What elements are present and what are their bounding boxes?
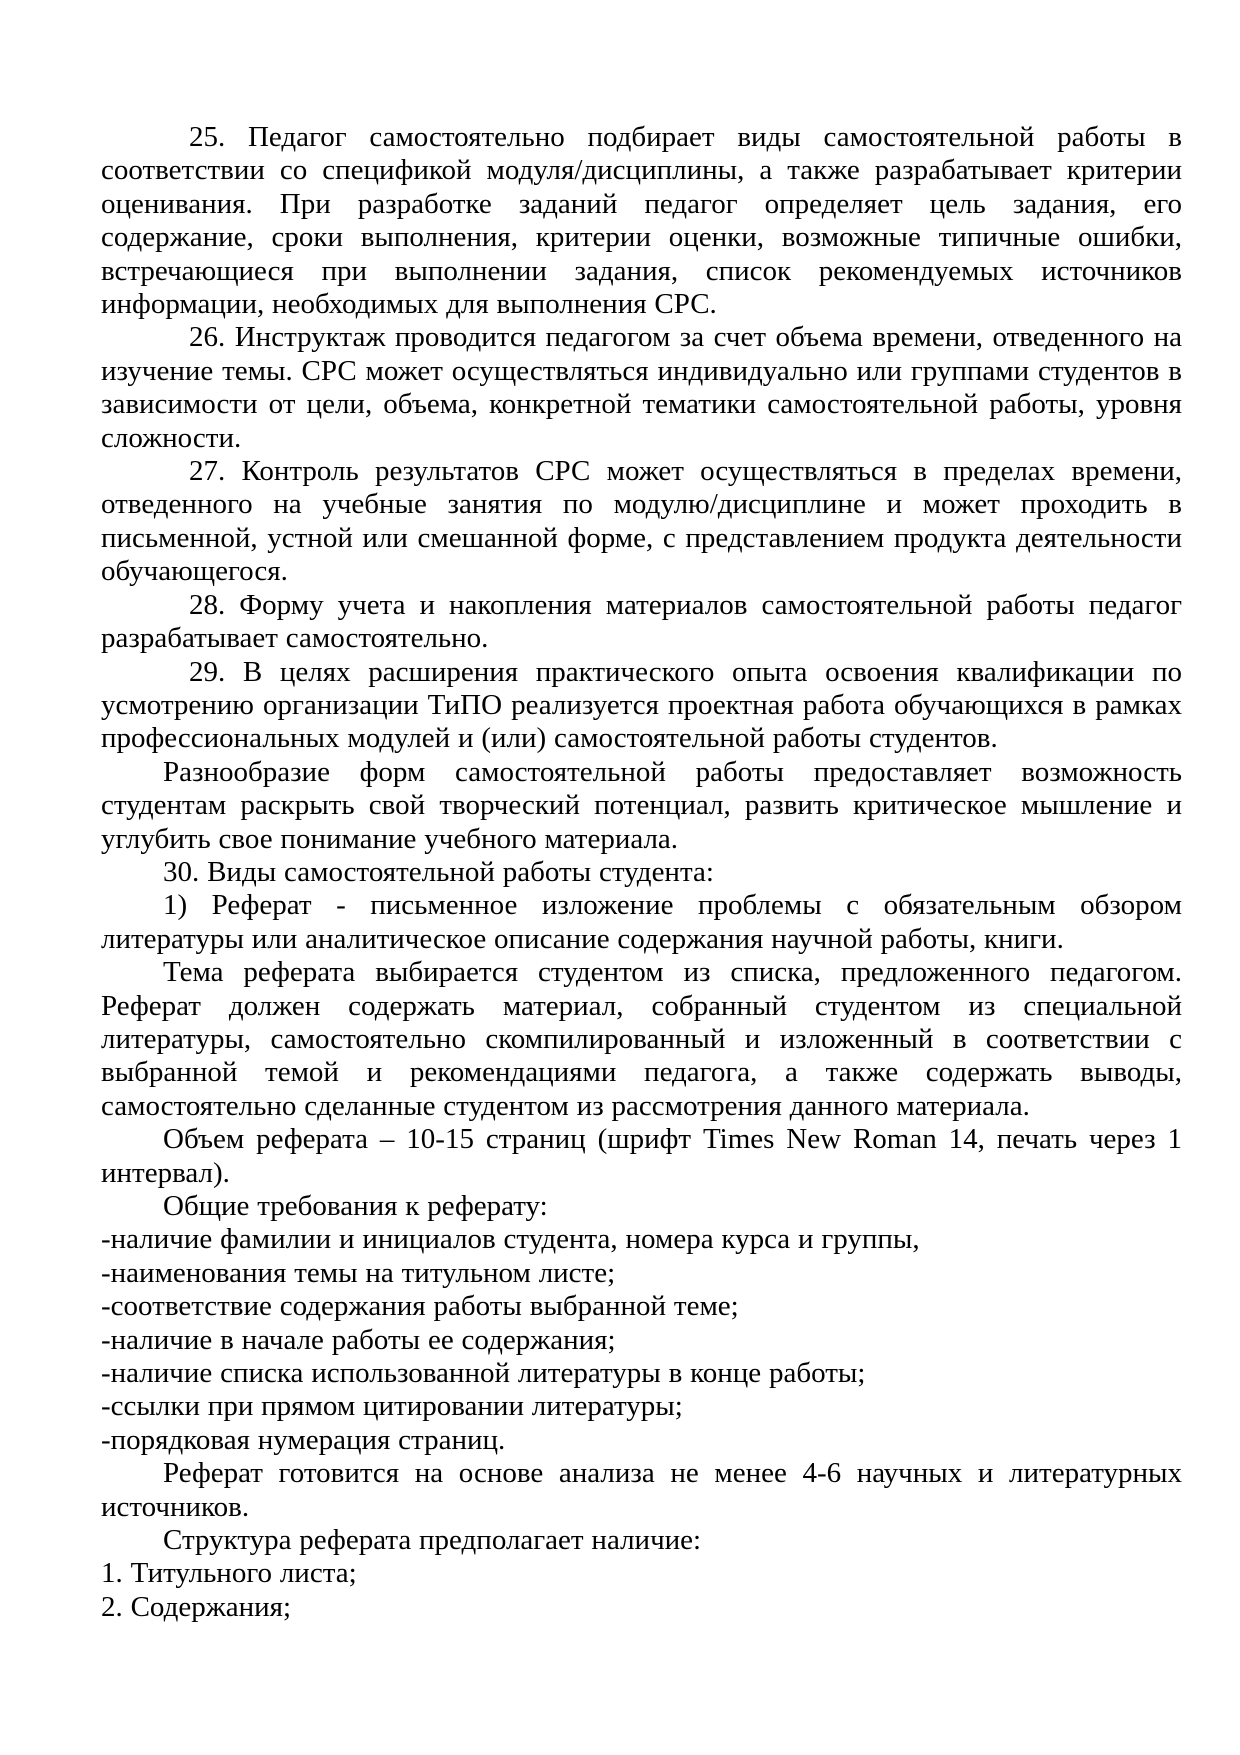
paragraph-referat-volume: Объем реферата – 10-15 страниц (шрифт Times New Roman 14, печать через 1 интервал). <box>101 1123 1182 1189</box>
paragraph-26-instruction: 26. Инструктаж проводится педагогом за счет объема времени, отведенного на изучение темы. СРС может осуществляться индивидуально или группами студентов в зависимости от цели, объема, конкретной тематики самостоятельной работы, уровня сложности. <box>101 321 1182 454</box>
paragraph-referat-sources: Реферат готовится на основе анализа не менее 4-6 научных и литературных источников. <box>101 1457 1182 1523</box>
paragraph-27-control-of-results: 27. Контроль результатов СРС может осуществляться в пределах времени, отведенного на учебные занятия по модулю/дисциплине и может проходить в письменной, устной или смешанной форме, с представлением продукта деятельности обучающегося. <box>101 455 1182 588</box>
requirement-item-contents-at-start: -наличие в начале работы ее содержания; <box>101 1323 616 1356</box>
requirement-item-name-initials: -наличие фамилии и инициалов студента, номера курса и группы, <box>101 1223 920 1256</box>
paragraph-referat-structure-heading: Структура реферата предполагает наличие: <box>163 1524 702 1557</box>
paragraph-25-teacher-selects-work: 25. Педагог самостоятельно подбирает виды самостоятельной работы в соответствии со спецификой модуля/дисциплины, а также разрабатывает критерии оценивания. При разработке заданий педагог определяет цель задания, его содержание, сроки выполнения, критерии оценки, возможные типичные ошибки, встречающиеся при выполнении задания, список рекомендуемых источников информации, необходимых для выполнения СРС. <box>101 121 1182 321</box>
paragraph-30-types-heading: 30. Виды самостоятельной работы студента: <box>163 855 714 888</box>
structure-item-title-page: 1. Титульного листа; <box>101 1557 357 1590</box>
paragraph-29-project-work: 29. В целях расширения практического опыта освоения квалификации по усмотрению организации ТиПО реализуется проектная работа обучающихся в рамках профессиональных модулей и (или) самостоятельной работы студентов. <box>101 655 1182 755</box>
paragraph-referat-topic: Тема реферата выбирается студентом из списка, предложенного педагогом. Реферат должен содержать материал, собранный студентом из специальной литературы, самостоятельно скомпилированный и изложенный в соответствии с выбранной темой и рекомендациями педагога, а также содержать выводы, самостоятельно сделанные студентом из рассмотрения данного материала. <box>101 956 1182 1122</box>
requirement-item-citations: -ссылки при прямом цитировании литературы; <box>101 1390 683 1423</box>
requirement-item-page-numbering: -порядковая нумерация страниц. <box>101 1423 506 1456</box>
paragraph-28-record-form: 28. Форму учета и накопления материалов самостоятельной работы педагог разрабатывает самостоятельно. <box>101 588 1182 655</box>
paragraph-referat-definition: 1) Реферат - письменное изложение проблемы с обязательным обзором литературы или аналитическое описание содержания научной работы, книги. <box>101 889 1182 955</box>
requirement-item-topic-title-page: -наименования темы на титульном листе; <box>101 1256 616 1289</box>
structure-item-contents: 2. Содержания; <box>101 1590 292 1623</box>
paragraph-general-requirements-heading: Общие требования к реферату: <box>163 1190 548 1222</box>
paragraph-variety-of-forms: Разнообразие форм самостоятельной работы предоставляет возможность студентам раскрыть свой творческий потенциал, развить критическое мышление и углубить свое понимание учебного материала. <box>101 755 1182 855</box>
requirement-item-literature-list: -наличие списка использованной литературы в конце работы; <box>101 1357 866 1390</box>
requirement-item-content-matches-topic: -соответствие содержания работы выбранной теме; <box>101 1290 739 1323</box>
